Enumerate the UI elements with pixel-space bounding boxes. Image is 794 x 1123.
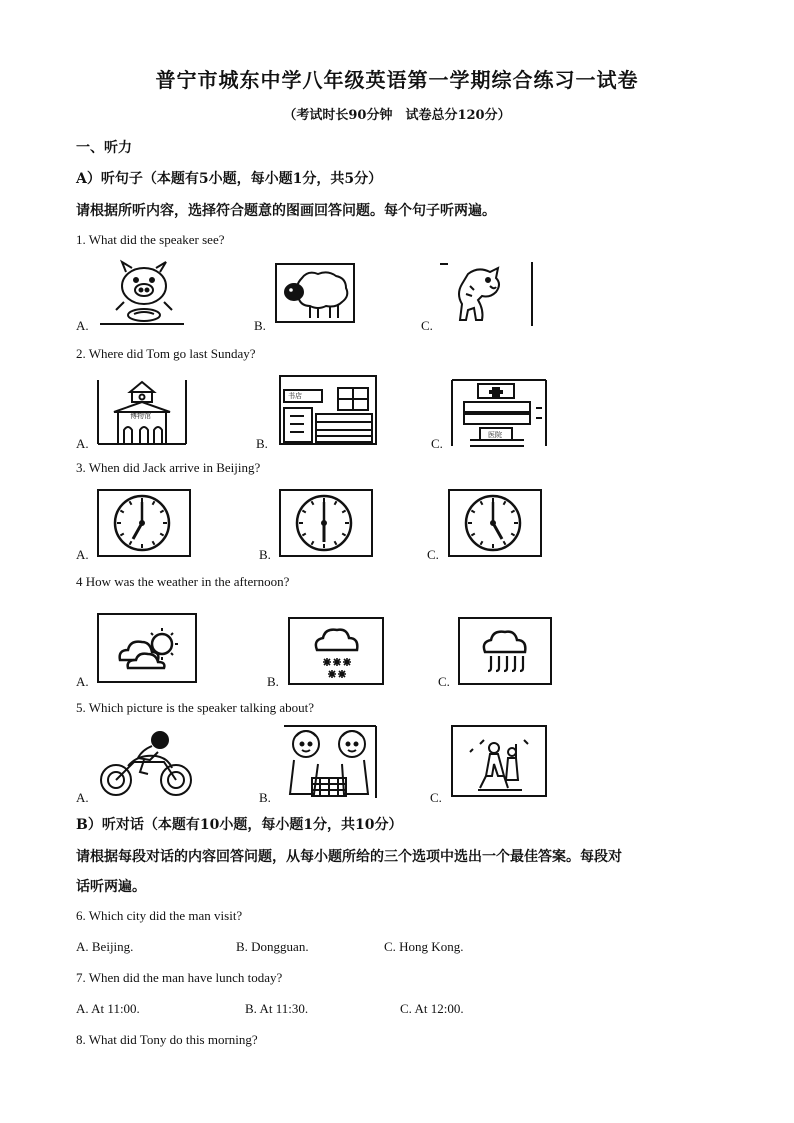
bookstore-icon [278,374,378,446]
question-2: 2. Where did Tom go last Sunday? [76,346,256,361]
statues-icon [450,724,548,798]
q1-label-b: B. [254,318,266,333]
pig-icon [96,258,188,328]
q2-label-a: A. [76,436,89,451]
museum-sign: 博物馆 [130,412,151,420]
q2-label-c: C. [431,436,443,451]
page-title: 普宁市城东中学八年级英语第一学期综合练习一试卷 [155,68,639,92]
q7-option-b: B. At 11:30. [245,1001,309,1016]
q2-label-b: B. [256,436,268,451]
clock-5-icon [447,488,543,558]
question-7: 7. When did the man have lunch today? [76,970,283,985]
hospital-sign: 医院 [488,431,502,439]
hospital-icon [450,378,548,448]
chess-players-icon [282,724,378,800]
q5-label-b: B. [259,790,271,805]
part-b-heading: B）听对话（本题有10小题，每小题1分，共10分） [76,817,403,833]
q7-option-a: A. At 11:00. [76,1001,140,1016]
museum-icon [96,378,188,446]
question-5: 5. Which picture is the speaker talking about? [76,700,315,715]
question-8: 8. What did Tony do this morning? [76,1032,258,1047]
motorbike-icon [98,728,194,800]
part-b-instruction-line-1: 请根据每段对话的内容回答问题，从每小题所给的三个选项中选出一个最佳答案。每段对 [76,849,622,865]
q6-option-a: A. Beijing. [76,939,134,954]
clock-6-icon [278,488,374,558]
section-heading-listening: 一、听力 [76,140,132,156]
clock-7-icon [96,488,192,558]
question-1: 1. What did the speaker see? [76,232,225,247]
q3-label-c: C. [427,547,439,562]
snow-icon [287,616,385,686]
bookstore-sign: 书店 [288,392,302,400]
q1-label-a: A. [76,318,89,333]
q5-label-a: A. [76,790,89,805]
q3-label-b: B. [259,547,271,562]
question-6: 6. Which city did the man visit? [76,908,243,923]
q3-label-a: A. [76,547,89,562]
exam-info: （考试时长90分钟 试卷总分120分） [283,108,511,123]
sheep-icon [274,262,356,324]
rain-icon [457,616,553,686]
q1-label-c: C. [421,318,433,333]
part-a-heading: A）听句子（本题有5小题，每小题1分，共5分） [76,171,383,187]
q4-label-b: B. [267,674,279,689]
q4-label-c: C. [438,674,450,689]
dog-icon [438,260,534,328]
q6-option-b: B. Dongguan. [236,939,309,954]
q6-option-c: C. Hong Kong. [384,939,464,954]
q4-label-a: A. [76,674,89,689]
part-b-instruction-line-2: 话听两遍。 [76,879,146,895]
question-4: 4 How was the weather in the afternoon? [76,574,290,589]
q5-label-c: C. [430,790,442,805]
part-a-instruction: 请根据所听内容，选择符合题意的图画回答问题。每个句子听两遍。 [76,203,496,219]
sunny-cloudy-icon [96,612,198,684]
q7-option-c: C. At 12:00. [400,1001,464,1016]
question-3: 3. When did Jack arrive in Beijing? [76,460,261,475]
